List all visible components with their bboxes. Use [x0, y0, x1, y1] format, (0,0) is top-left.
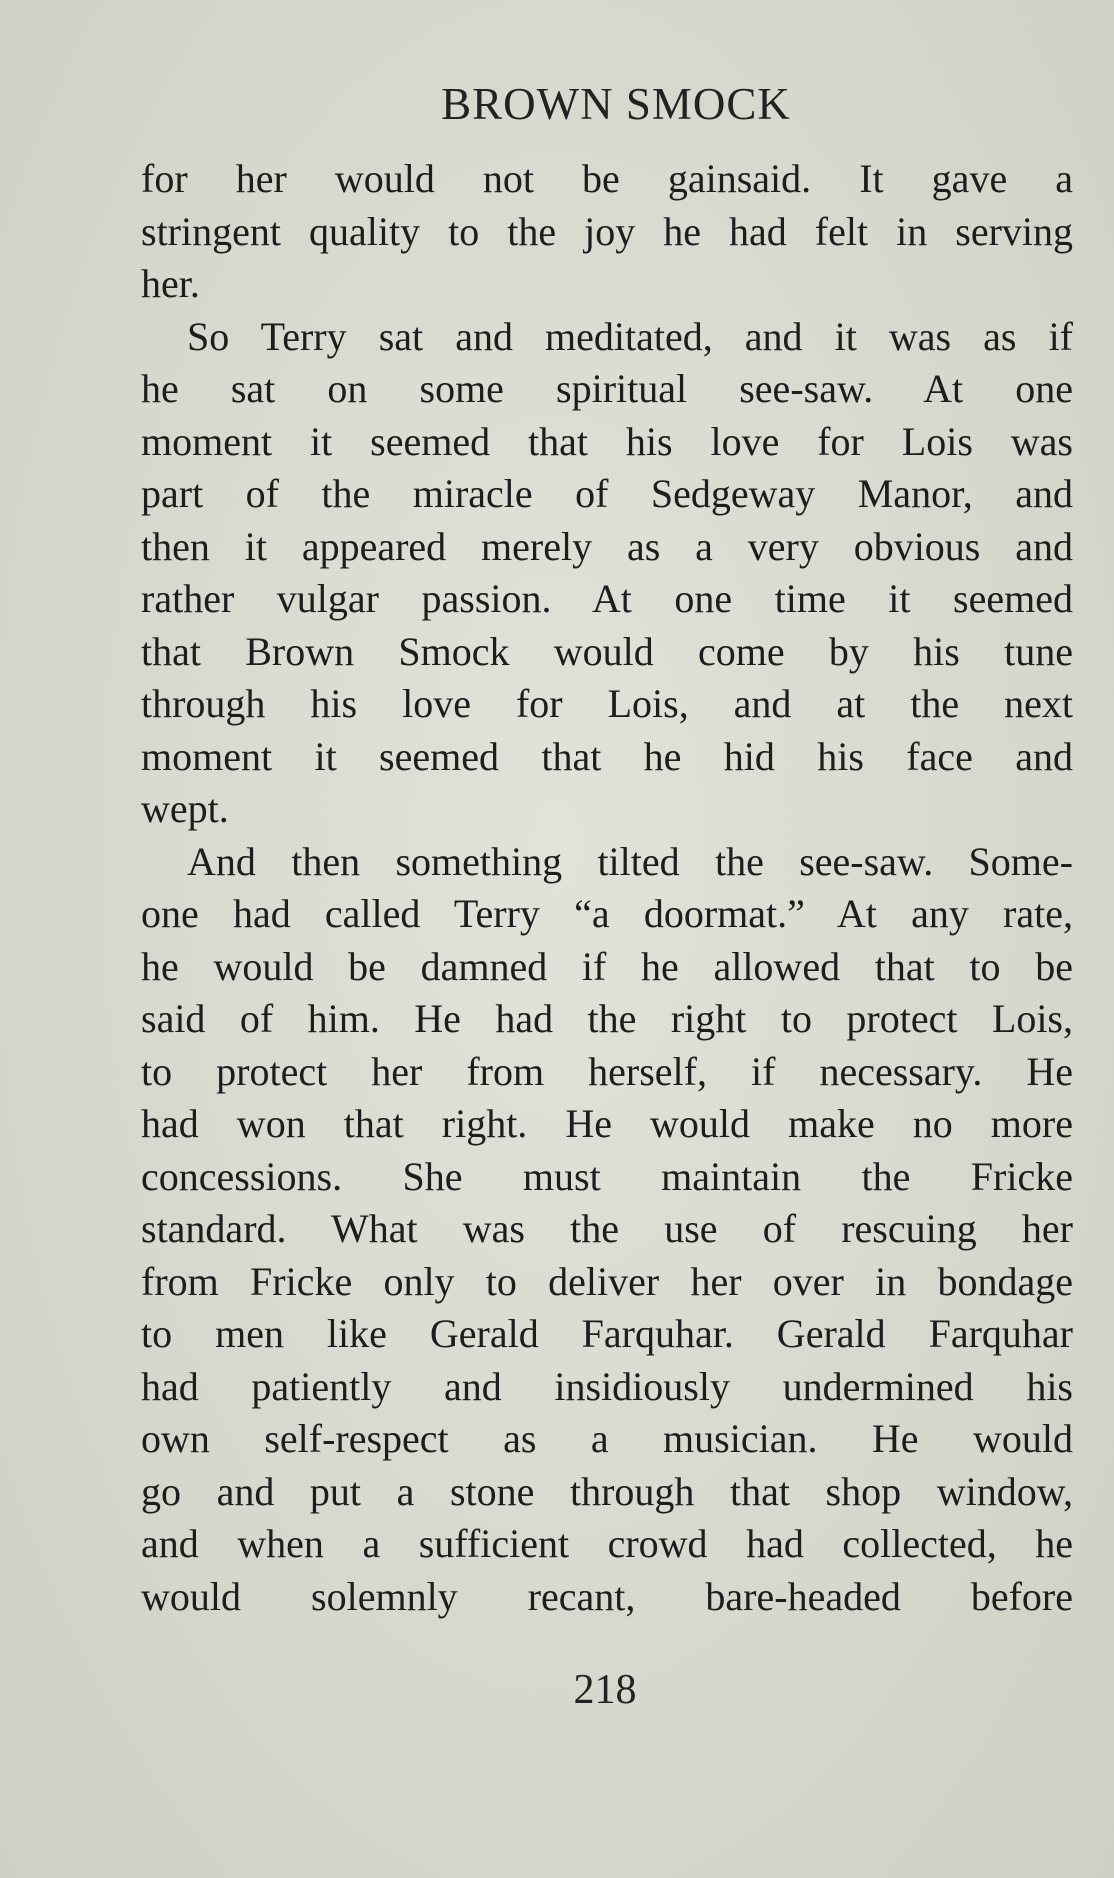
text-line: he sat on some spiritual see-saw. At one — [141, 366, 1073, 411]
text-line: to men like Gerald Farquhar. Gerald Farquhar — [141, 1311, 1073, 1356]
text-line: And then something tilted the see-saw. Some- — [187, 838, 1073, 884]
text-line: stringent quality to the joy he had felt in serving — [141, 208, 1073, 254]
text-line: moment it seemed that he hid his face and — [141, 733, 1073, 779]
text-line: that Brown Smock would come by his tune — [141, 628, 1073, 674]
text-line: So Terry sat and meditated, and it was as if — [187, 313, 1073, 359]
text-line: go and put a stone through that shop window, — [141, 1468, 1073, 1514]
text-line: rather vulgar passion. At one time it seemed — [141, 576, 1073, 621]
text-line: had patiently and insidiously undermined his — [141, 1363, 1073, 1409]
text-line: moment it seemed that his love for Lois was — [141, 418, 1073, 464]
text-line: own self-respect as a musician. He would — [141, 1416, 1073, 1461]
body-text — [141, 153, 1073, 1623]
text-line: he would be damned if he allowed that to be — [141, 943, 1073, 989]
text-line: then it appeared merely as a very obvious and — [141, 523, 1073, 569]
text-line: for her would not be gainsaid. It gave a — [141, 156, 1073, 201]
running-title: BROWN SMOCK — [441, 79, 791, 129]
text-line: from Fricke only to deliver her over in bondage — [141, 1258, 1073, 1304]
text-line: part of the miracle of Sedgeway Manor, and — [141, 471, 1073, 516]
text-line: through his love for Lois, and at the next — [141, 681, 1073, 726]
text-line: one had called Terry “a doormat.” At any rate, — [141, 891, 1073, 936]
text-line: concessions. She must maintain the Fricke — [141, 1153, 1073, 1199]
text-line: and when a sufficient crowd had collected, he — [141, 1521, 1073, 1566]
text-line: had won that right. He would make no more — [141, 1101, 1073, 1146]
text-line: wept. — [141, 786, 229, 831]
text-line: said of him. He had the right to protect Lois, — [141, 996, 1073, 1041]
page-number: 218 — [573, 1667, 637, 1713]
text-line: to protect her from herself, if necessary. He — [141, 1048, 1073, 1094]
text-line: her. — [141, 261, 200, 306]
text-line: standard. What was the use of rescuing her — [141, 1206, 1073, 1251]
text-line: would solemnly recant, bare-headed before — [141, 1573, 1073, 1619]
